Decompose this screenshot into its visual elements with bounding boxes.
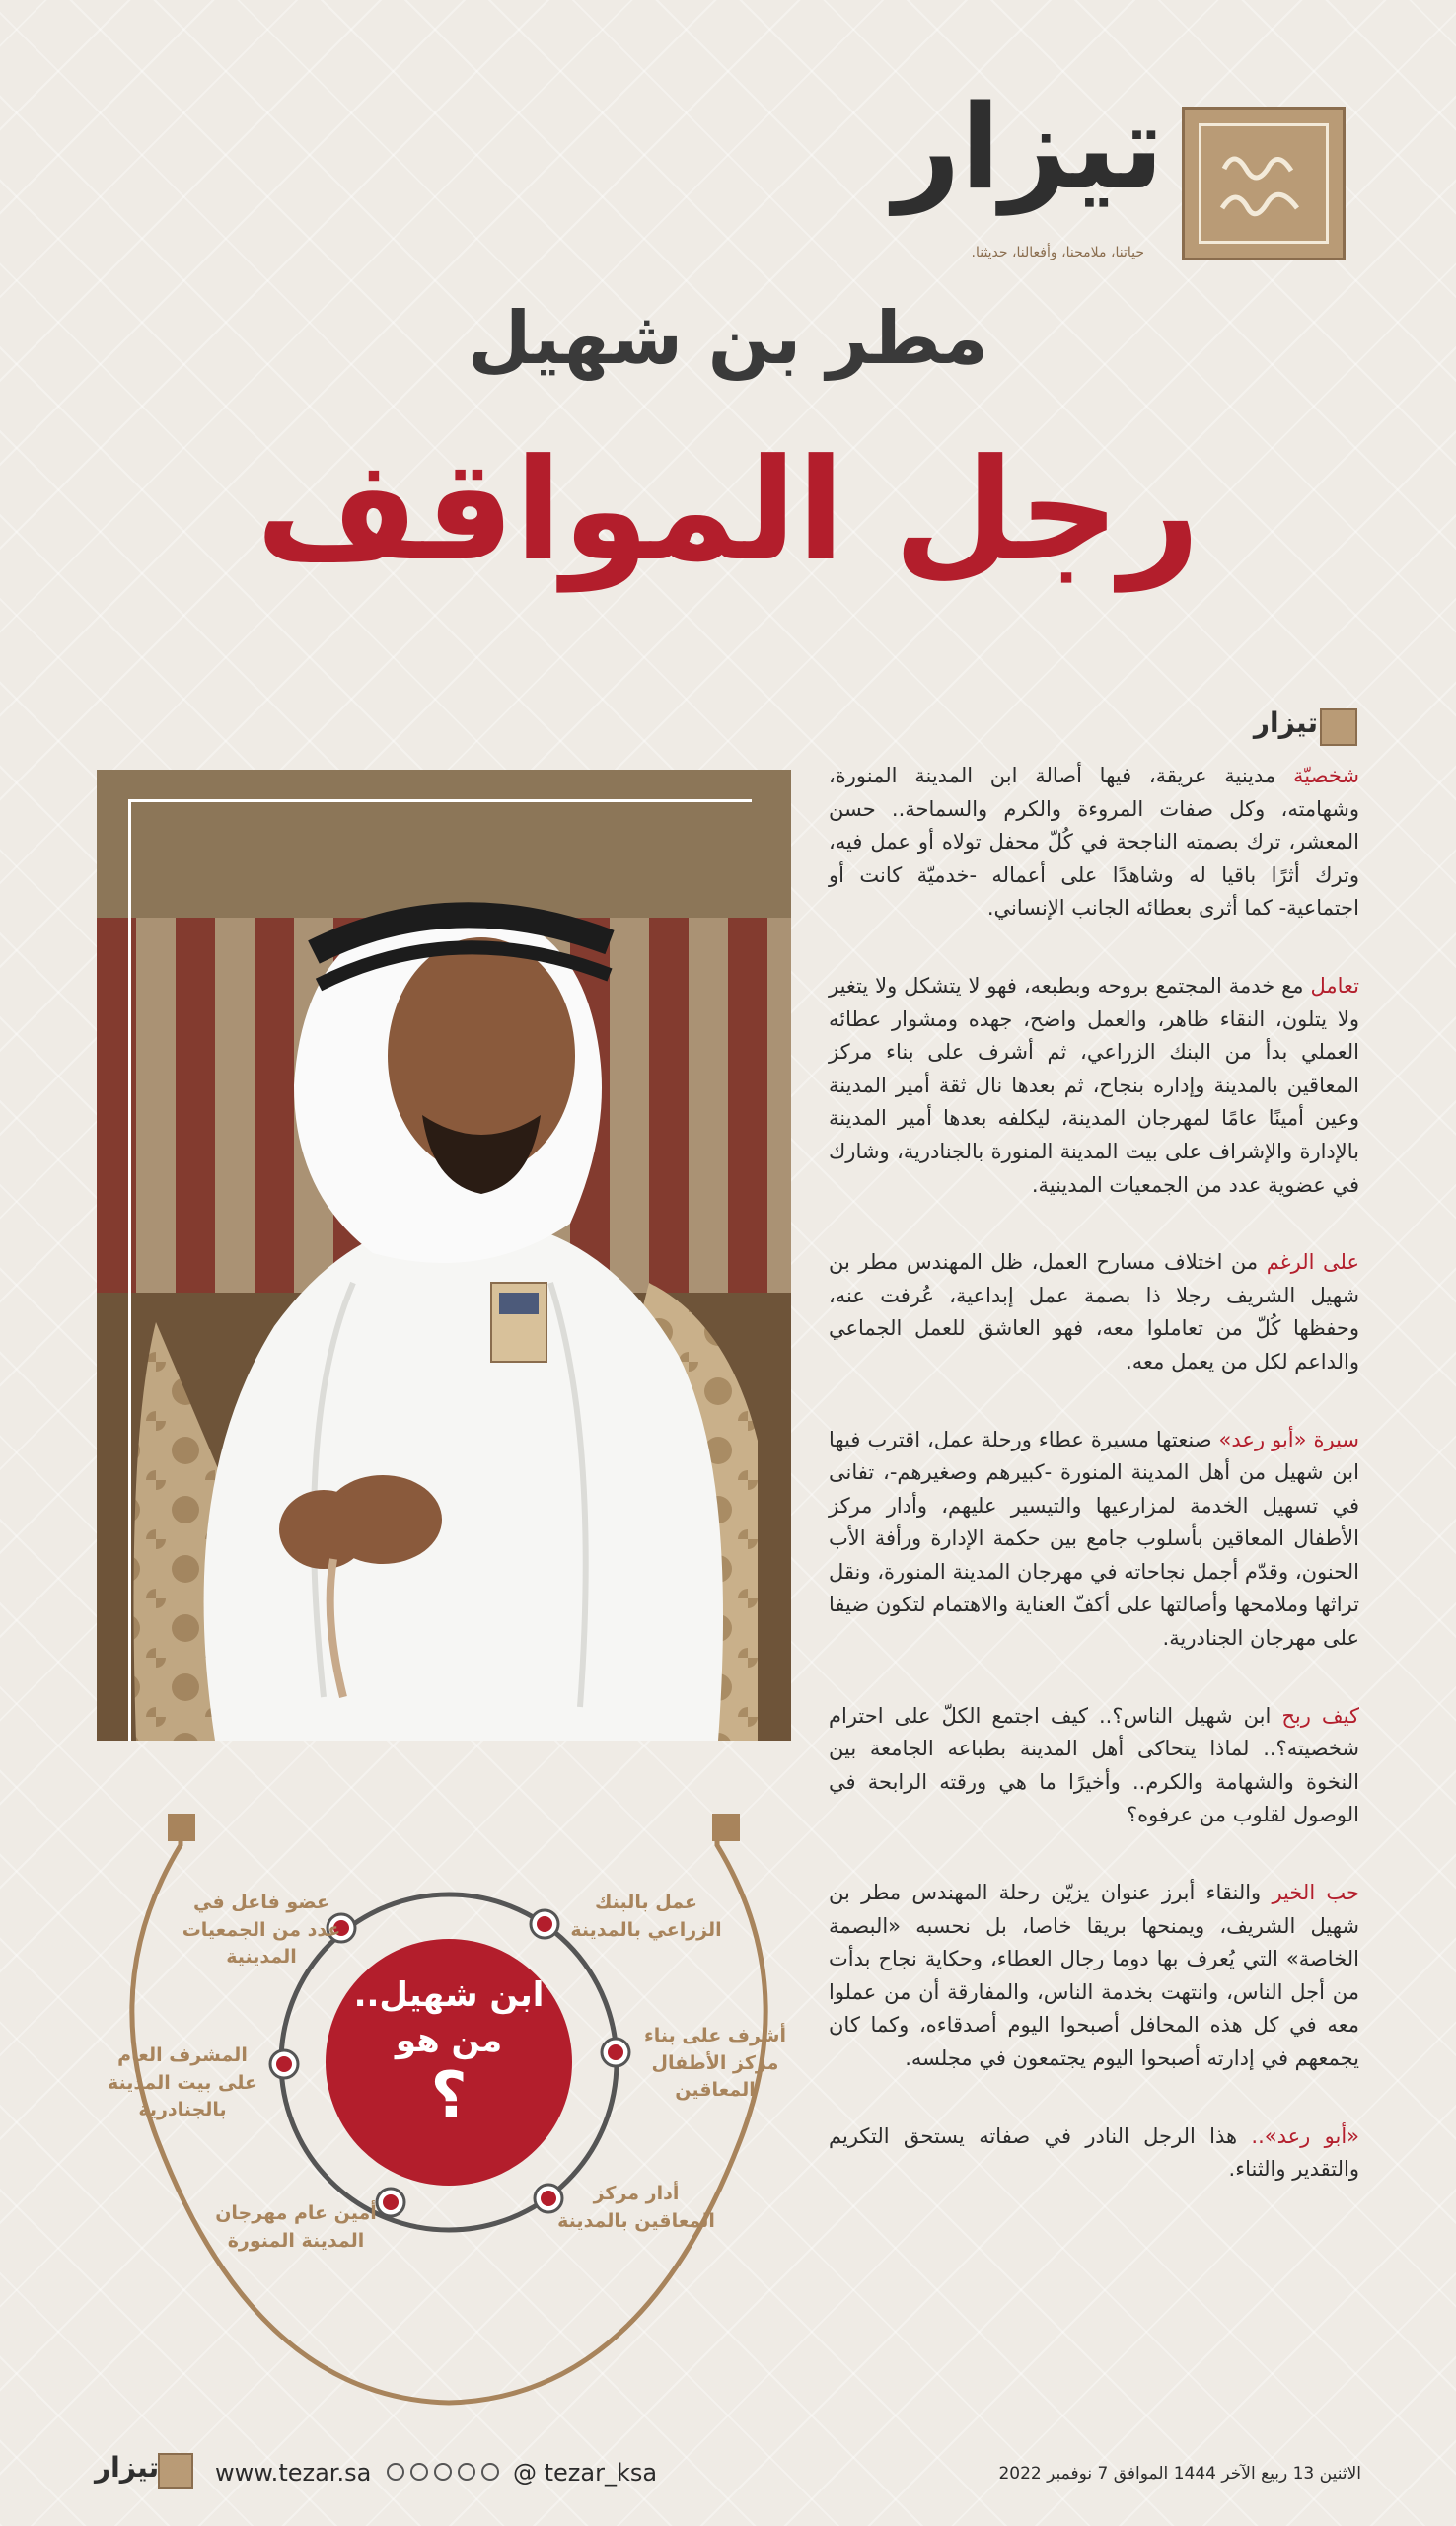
arc-cap-right: [712, 1814, 740, 1841]
footer-logo-word: تيزار: [95, 2451, 160, 2484]
paragraph-text: صنعتها مسيرة عطاء ورحلة عمل، اقترب فيها ابن شهيل من أهل المدينة المنورة -كبيرهم وصغيرهم-، تفانى في تسهيل الخدمة لمزارعيها والتيسير عليهم، وأدار مركز الأطفال المعاقين بأسلوب جامع بين حكمة الإدارة ورأفة الأب الحنون، وقدّم أجمل نجاحاته في مهرجان المدينة المنورة، ونقل تراثها وملامحها وأصالتها على أكفّ العناية والاهتمام لتكون ضيفا على مهرجان الجنادرية.: [829, 1427, 1359, 1651]
footer-emblem-icon: [158, 2453, 193, 2489]
article-paragraph: [829, 760, 1359, 926]
article-paragraph: [829, 1877, 1359, 2076]
center-line-1: ابن شهيل..: [353, 1975, 545, 2015]
paragraph-lead: على الرغم: [1266, 1250, 1359, 1275]
node-label: أمين عام مهرجان المدينة المنورة: [215, 2202, 377, 2252]
paragraph-text: من اختلاف مسارح العمل، ظل المهندس مطر بن شهيل الشريف رجلا ذا بصمة عمل إبداعية، عُرفت عنه، وحفظها كُلّ من تعاملوا معه، فهو العاشق للعمل الجماعي والداعم لكل من يعمل معه.: [829, 1250, 1359, 1374]
paragraph-lead: كيف ربح: [1281, 1703, 1359, 1728]
article-body: [829, 760, 1359, 2231]
arc-cap-left: [168, 1814, 195, 1841]
center-line-2: من هو: [395, 2020, 503, 2060]
infographic-center: [326, 1973, 572, 2132]
paragraph-text: ابن شهيل الناس؟.. كيف اجتمع الكلّ على احترام شخصيته؟.. لماذا يتحاكى أهل المدينة بطباعه الجامعة بين النخوة والشهامة والكرم.. وأخيرًا ما هي ورقته الرابحة في الوصول لقلوب من عرفوه؟: [829, 1703, 1359, 1827]
paragraph-text: هذا الرجل النادر في صفاته يستحق التكريم والتقدير والثناء.: [829, 2123, 1359, 2182]
article-paragraph: [829, 1424, 1359, 1656]
social-handle[interactable]: @ tezar_ksa: [513, 2459, 658, 2487]
node-label: أشرف على بناء مركز الأطفال المعاقين: [643, 2025, 786, 2102]
question-mark-icon: ؟: [430, 2058, 468, 2132]
instagram-icon[interactable]: [458, 2463, 475, 2481]
website-link[interactable]: www.tezar.sa: [215, 2459, 372, 2487]
page-title: رجل المواقف: [255, 429, 1201, 592]
photo-frame-left: [128, 799, 131, 1741]
article-paragraph: [829, 2120, 1359, 2187]
brand-tagline: حياتنا، ملامحنا، وأفعالنا، حديثنا.: [971, 245, 1144, 260]
node-label: المشرف العام على بيت المدينة بالجنادرية: [108, 2044, 257, 2121]
paragraph-lead: «أبو رعد»..: [1251, 2123, 1359, 2148]
node-label: أدار مركز المعاقين بالمدينة: [557, 2183, 715, 2232]
node-label: عضو فاعل في عدد من الجمعيات المدينية: [182, 1892, 341, 1969]
calligraphy-mark-icon: [1185, 110, 1343, 258]
section-logo: [1253, 706, 1357, 750]
ring-node: [531, 1910, 558, 1938]
paragraph-text: والنقاء أبرز عنوان يزيّن رحلة المهندس مطر بن شهيل الشريف، ويمنحها بريقا خاصا، بل نحسبه «البصمة الخاصة» التي يُعرف بها دوما رجال العطاء، وحكاية نجاح بدأت من أجل الناس، وانتهت بخدمة الناس، والمفارقة أن من عملوا معه في كل هذه المحافل أصبحوا اليوم أصدقاءه، وكما كان يجمعهم في إدارته أصبحوا اليوم يجتمعون في مجلسه.: [829, 1881, 1359, 2070]
ring-node: [377, 2189, 404, 2216]
article-paragraph: [829, 1246, 1359, 1378]
article-paragraph: [829, 1700, 1359, 1832]
paragraph-text: مع خدمة المجتمع بروحه وبطبعه، فهو لا يتشكل ولا يتغير ولا يتلون، النقاء ظاهر، والعمل واضح، جهده ومشوار عطائه العملي بدأ من البنك الزراعي، ثم أشرف على بناء مركز المعاقين بالمدينة وإداره بنجاح، ثم بعدها نال ثقة أمير المدينة وعين أمينًا عامًا لمهرجان المدينة، ليكلفه بعدها أمير المدينة بالإدارة والإشراف على بيت المدينة المنورة بالجنادرية، وشارك في عضوية عدد من الجمعيات المدينية.: [829, 973, 1359, 1197]
brand-logo-word: تيزار: [893, 79, 1164, 215]
ring-node: [270, 2050, 298, 2078]
node-label: عمل بالبنك الزراعي بالمدينة: [570, 1892, 722, 1941]
issue-date: الاثنين 13 ربيع الآخر 1444 الموافق 7 نوفمبر 2022: [998, 2464, 1361, 2484]
twitter-icon[interactable]: [410, 2463, 428, 2481]
paragraph-lead: شخصيّة: [1293, 764, 1359, 787]
portrait-photo: [97, 770, 791, 1741]
paragraph-lead: حب الخير: [1272, 1881, 1359, 1905]
mini-emblem-icon: [1320, 708, 1357, 746]
article-paragraph: [829, 970, 1359, 1202]
paragraph-lead: تعامل: [1310, 973, 1359, 998]
paragraph-text: مدينية عريقة، فيها أصالة ابن المدينة المنورة، وشهامته، وكل صفات المروءة والكرم والسماحة.. حسن المعشر، ترك بصمته الناجحة في كُلّ محفل تولاه أو عمل فيه، وترك أثرًا باقيا له وشاهدًا على أعماله -خدميّة كانت أو اجتماعية- كما أثرى بعطائه الجانب الإنساني.: [829, 764, 1359, 921]
paragraph-lead: سيرة «أبو رعد»: [1218, 1427, 1359, 1451]
youtube-icon[interactable]: [481, 2463, 499, 2481]
snapchat-icon[interactable]: [434, 2463, 452, 2481]
mini-logo-word: تيزار: [1253, 706, 1318, 739]
photo-frame-top: [128, 799, 752, 802]
brand-logo-emblem: [1182, 107, 1346, 260]
ring-node: [602, 2039, 629, 2066]
page-subtitle-name: مطر بن شهيل: [468, 296, 988, 381]
portrait-illustration: [97, 770, 791, 1741]
facebook-icon[interactable]: [387, 2463, 404, 2481]
